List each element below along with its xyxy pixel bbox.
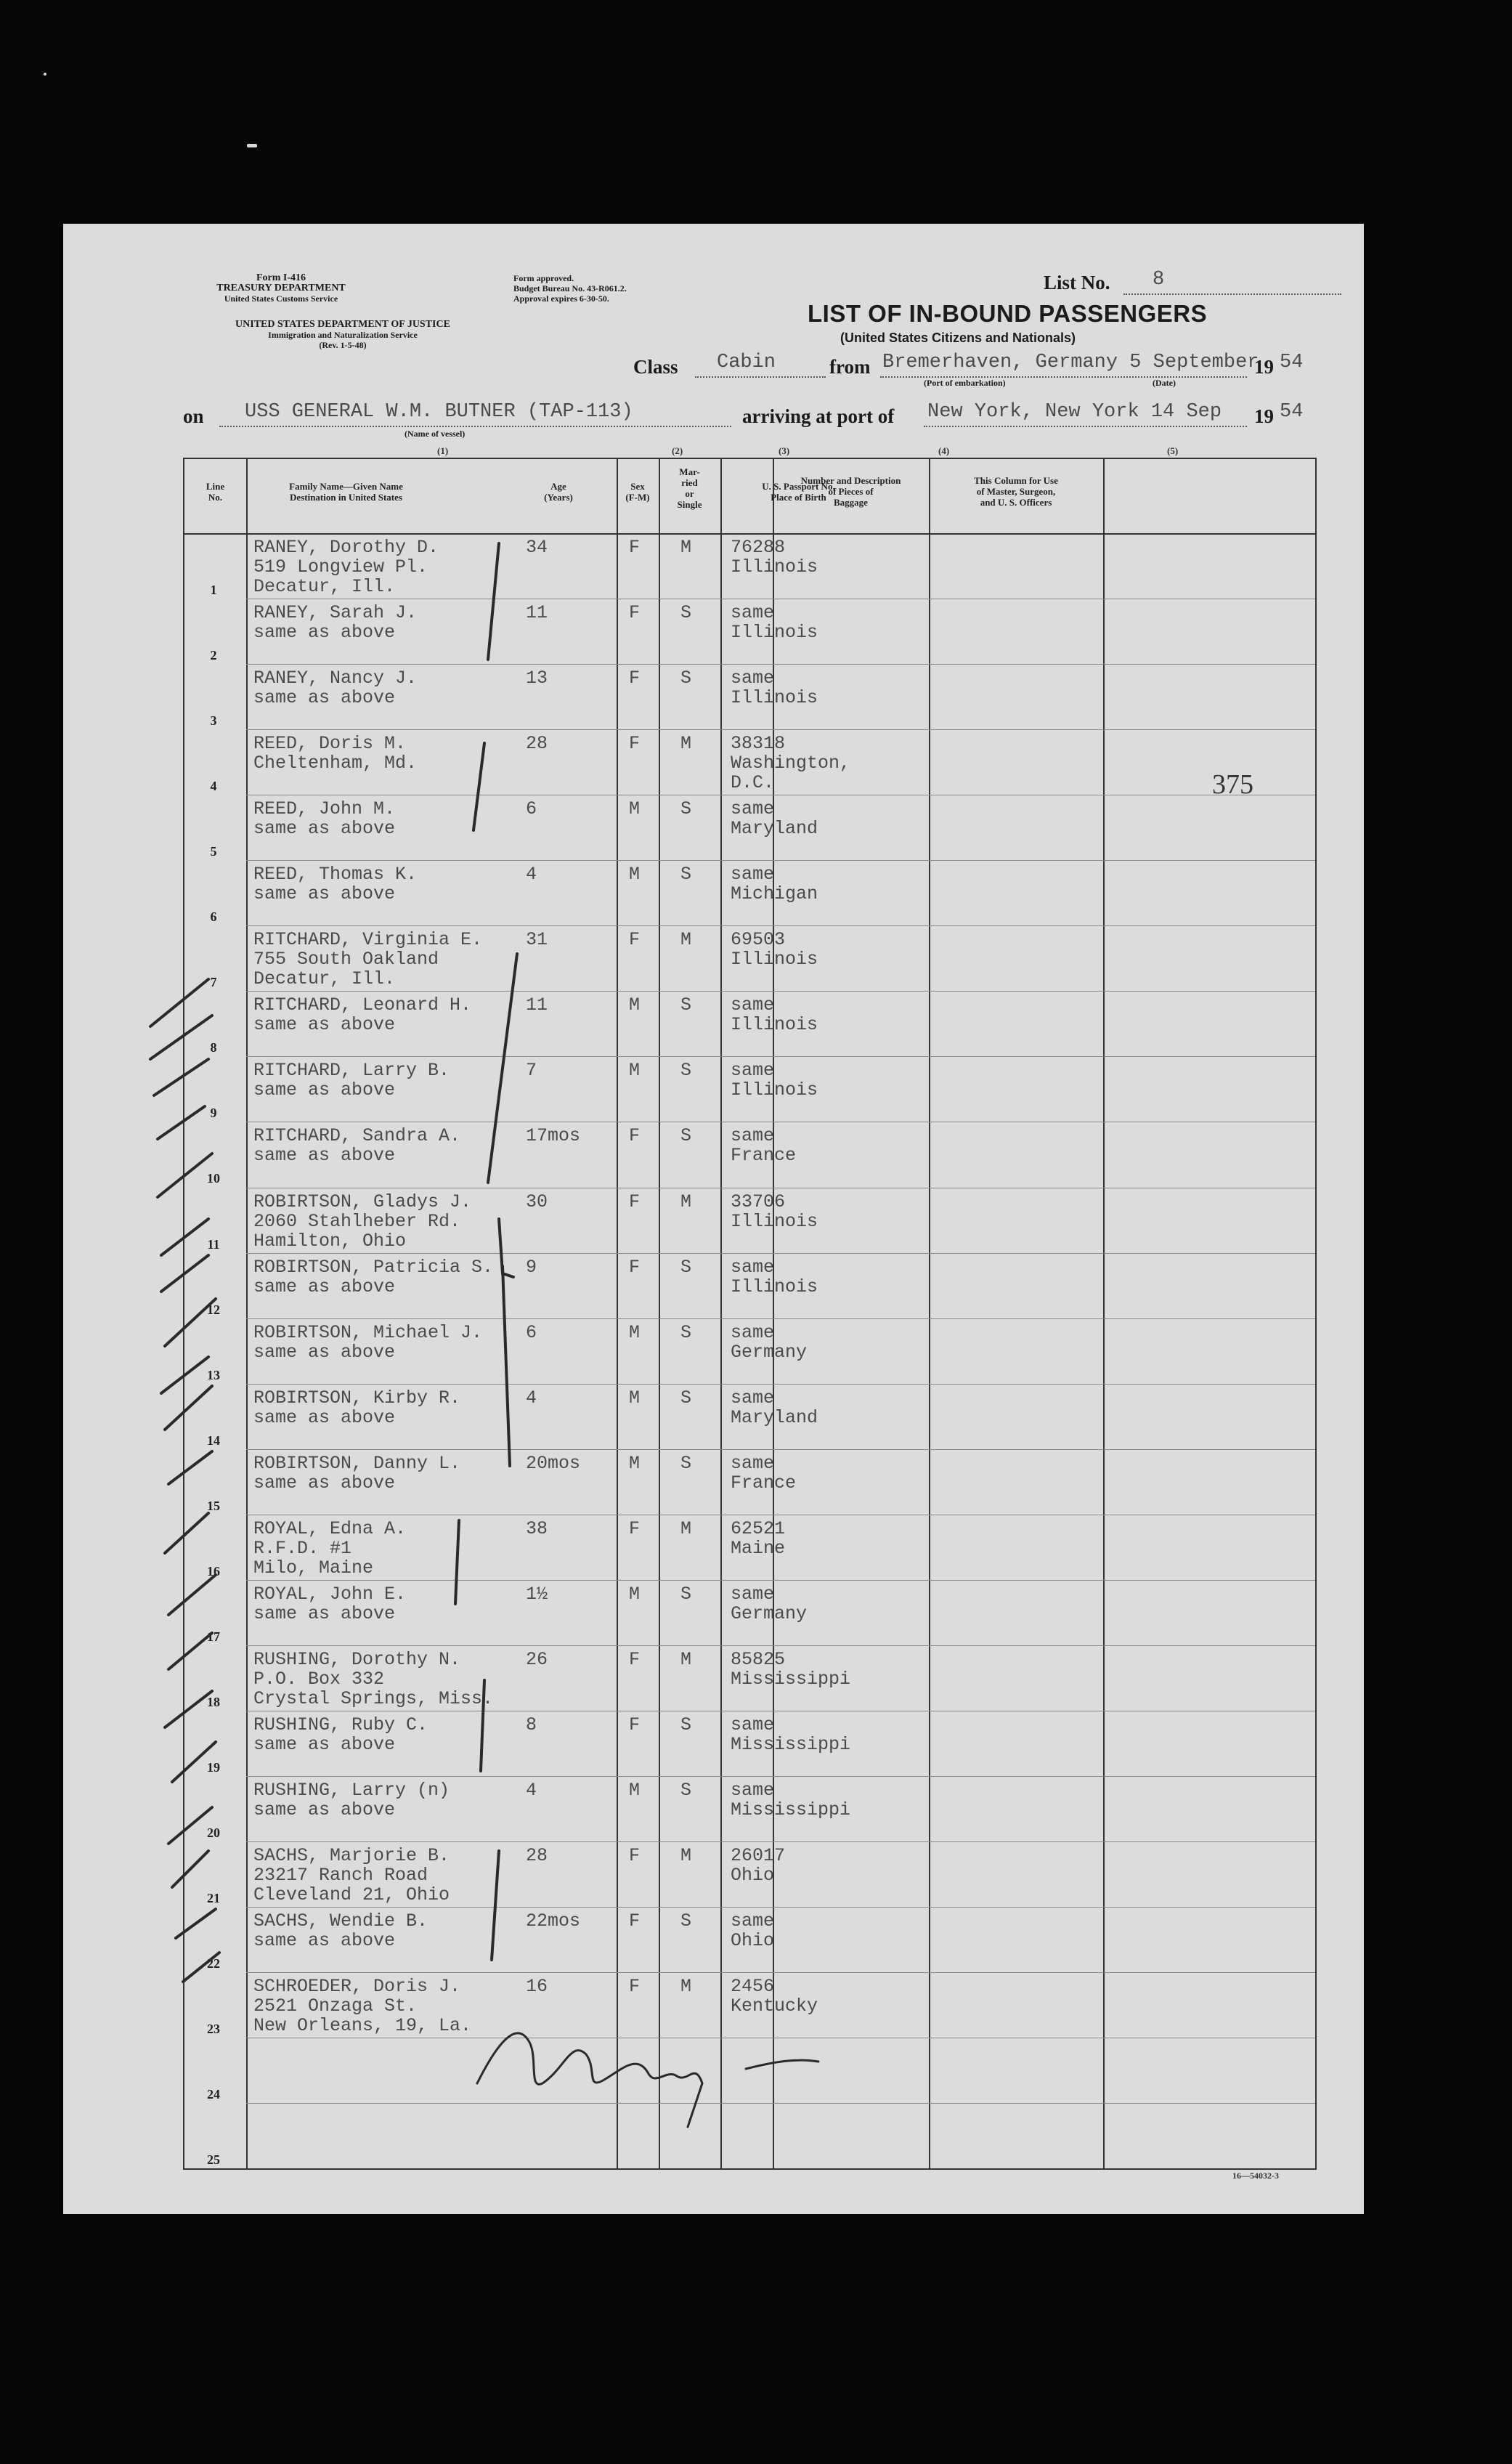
from-year-prefix: 19 (1254, 356, 1274, 378)
passenger-name: RITCHARD, Sandra A. (253, 1125, 461, 1147)
place-of-birth: Germany (731, 1602, 808, 1624)
passenger-age: 13 (526, 668, 548, 689)
marital-status: S (680, 1321, 692, 1343)
passport-number: 85825 (731, 1648, 786, 1670)
passenger-age: 11 (526, 602, 548, 624)
ditto-mark (473, 743, 484, 830)
passenger-name: RUSHING, Dorothy N. (253, 1648, 461, 1670)
passenger-name: RITCHARD, Virginia E. (253, 929, 483, 951)
passenger-age: 16 (526, 1976, 548, 1998)
passenger-sex: F (629, 1845, 641, 1866)
immigration-service: Immigration and Naturalization Service (268, 330, 418, 340)
passenger-destination: same as above (253, 687, 396, 709)
passenger-age: 31 (526, 929, 548, 951)
header-age: Age (Years) (544, 481, 573, 503)
margin-tick (161, 1357, 208, 1393)
passenger-name: RITCHARD, Leonard H. (253, 994, 472, 1016)
place-of-birth: Mississippi (731, 1799, 851, 1820)
signature (477, 2033, 818, 2127)
line-number: 15 (207, 1498, 220, 1513)
passport-number: same (731, 864, 775, 885)
passenger-name: RITCHARD, Larry B. (253, 1060, 450, 1082)
margin-tick (168, 1575, 216, 1615)
passenger-destination: same as above (253, 1341, 396, 1363)
passport-number: same (731, 1910, 775, 1932)
line-number: 5 (210, 844, 217, 859)
marital-status: M (680, 1648, 692, 1670)
passport-number: 69503 (731, 929, 786, 951)
passport-number: same (731, 1321, 775, 1343)
from-value: Bremerhaven, Germany 5 September (882, 352, 1259, 373)
line-number: 7 (210, 975, 217, 990)
margin-tick (168, 1807, 212, 1844)
line-number: 8 (210, 1040, 217, 1055)
passenger-age: 30 (526, 1191, 548, 1212)
place-of-birth: Illinois (731, 1210, 818, 1232)
passenger-sex: F (629, 602, 641, 624)
list-no-label: List No. (1044, 272, 1110, 293)
line-number: 12 (207, 1302, 220, 1317)
place-of-birth: Michigan (731, 883, 818, 905)
margin-tick (154, 1059, 208, 1095)
passenger-name: ROBIRTSON, Gladys J. (253, 1191, 472, 1212)
from-year: 54 (1280, 352, 1304, 373)
passenger-age: 17mos (526, 1125, 581, 1147)
passport-number: same (731, 668, 775, 689)
line-number: 3 (210, 713, 217, 729)
passenger-name: SACHS, Wendie B. (253, 1910, 428, 1932)
passport-number: 2456 (731, 1976, 775, 1998)
passport-number: same (731, 1779, 775, 1801)
ditto-mark (488, 954, 517, 1183)
place-of-birth: France (731, 1145, 797, 1167)
vessel-value: USS GENERAL W.M. BUTNER (TAP-113) (245, 401, 633, 423)
treasury-department: TREASURY DEPARTMENT (216, 283, 346, 293)
place-of-birth: Illinois (731, 1276, 818, 1297)
passenger-destination: same as above (253, 1014, 396, 1036)
passenger-age: 6 (526, 1321, 537, 1343)
passenger-age: 9 (526, 1256, 537, 1278)
place-of-birth: Illinois (731, 687, 818, 709)
margin-tick (183, 1953, 219, 1982)
margin-tick (165, 1513, 208, 1553)
margin-tick (161, 1255, 208, 1292)
header-sex: Sex (F-M) (625, 481, 650, 503)
document-sheet (63, 224, 1364, 2214)
passport-number: 76288 (731, 537, 786, 558)
place-of-birth: Illinois (731, 949, 818, 970)
passenger-destination: 2521 Onzaga St. New Orleans, 19, La. (253, 1995, 472, 2037)
arrival-value: New York, New York 14 Sep (927, 401, 1222, 423)
passenger-name: REED, Doris M. (253, 733, 407, 755)
passenger-name: ROBIRTSON, Kirby R. (253, 1387, 461, 1409)
margin-tick (165, 1691, 212, 1727)
ditto-mark (488, 543, 499, 660)
passenger-sex: F (629, 1256, 641, 1278)
list-no-value: 8 (1153, 269, 1165, 291)
passenger-destination: Cheltenham, Md. (253, 753, 418, 774)
header-line-no: Line No. (206, 481, 225, 503)
marital-status: M (680, 537, 692, 558)
passport-number: 33706 (731, 1191, 786, 1212)
passenger-sex: F (629, 1191, 641, 1212)
header-baggage: Number and Description of Pieces of Baggage (800, 475, 901, 508)
passenger-sex: F (629, 1517, 641, 1539)
passport-number: same (731, 1256, 775, 1278)
passenger-destination: same as above (253, 1079, 396, 1101)
line-number: 24 (207, 2087, 220, 2102)
passenger-name: RANEY, Sarah J. (253, 602, 418, 624)
passport-number: same (731, 1583, 775, 1605)
marital-status: S (680, 602, 692, 624)
place-of-birth: Ohio (731, 1865, 775, 1886)
header-passport: U. S. Passport No. Place of Birth (762, 481, 835, 503)
column-number-3: (3) (779, 445, 790, 456)
passenger-name: ROYAL, Edna A. (253, 1517, 407, 1539)
budget-bureau: Budget Bureau No. 43-R061.2. (513, 283, 627, 293)
place-of-birth: Illinois (731, 1014, 818, 1036)
margin-tick (150, 979, 208, 1026)
column-number-4: (4) (938, 445, 950, 456)
passenger-destination: same as above (253, 1145, 396, 1167)
passport-number: same (731, 602, 775, 624)
margin-tick (165, 1386, 212, 1430)
margin-tick (161, 1219, 208, 1255)
marital-status: S (680, 1256, 692, 1278)
marital-status: M (680, 1191, 692, 1212)
line-number: 22 (207, 1956, 220, 1971)
passenger-destination: 23217 Ranch Road Cleveland 21, Ohio (253, 1865, 450, 1905)
column-number-1: (1) (437, 445, 449, 456)
class-label: Class (633, 356, 678, 378)
marital-status: S (680, 1714, 692, 1735)
passport-number: same (731, 1714, 775, 1735)
dust-speck (44, 73, 46, 76)
embarkation-caption: (Port of embarkation) (924, 378, 1006, 388)
place-of-birth: Mississippi (731, 1668, 851, 1690)
passenger-age: 4 (526, 1779, 537, 1801)
line-number: 11 (207, 1236, 220, 1252)
passport-number: same (731, 1060, 775, 1082)
place-of-birth: France (731, 1472, 797, 1494)
line-number: 16 (207, 1563, 220, 1578)
margin-tick (176, 1909, 216, 1938)
passenger-age: 26 (526, 1648, 548, 1670)
marital-status: S (680, 1125, 692, 1147)
ditto-mark (492, 1851, 499, 1960)
passenger-destination: same as above (253, 1602, 396, 1624)
passenger-sex: M (629, 1060, 641, 1082)
marital-status: M (680, 929, 692, 951)
place-of-birth: Illinois (731, 1079, 818, 1101)
passenger-destination: 519 Longview Pl. Decatur, Ill. (253, 556, 428, 597)
form-approved: Form approved. (513, 273, 574, 283)
revision-date: (Rev. 1-5-48) (319, 340, 367, 350)
passenger-destination: same as above (253, 1799, 396, 1820)
passenger-sex: F (629, 537, 641, 558)
marital-status: S (680, 1452, 692, 1474)
passenger-name: ROBIRTSON, Patricia S. (253, 1256, 494, 1278)
marital-status: M (680, 1845, 692, 1866)
passenger-age: 34 (526, 537, 548, 558)
margin-tick (165, 1299, 216, 1346)
form-subtitle: (United States Citizens and Nationals) (840, 331, 1076, 345)
passenger-sex: F (629, 1648, 641, 1670)
passenger-age: 7 (526, 1060, 537, 1082)
passenger-name: RANEY, Nancy J. (253, 668, 418, 689)
ditto-mark (499, 1219, 513, 1277)
passenger-destination: same as above (253, 622, 396, 644)
passenger-sex: F (629, 1976, 641, 1998)
arrival-label: arriving at port of (742, 405, 895, 427)
passenger-name: REED, Thomas K. (253, 864, 418, 885)
column-number-5: (5) (1167, 445, 1179, 456)
passport-number: 62521 (731, 1517, 786, 1539)
passenger-destination: same as above (253, 1276, 396, 1297)
passenger-name: ROYAL, John E. (253, 1583, 407, 1605)
officer-number: 375 (1212, 769, 1253, 800)
line-number: 9 (210, 1106, 217, 1121)
line-number: 17 (207, 1629, 220, 1644)
passenger-sex: F (629, 1125, 641, 1147)
place-of-birth: Kentucky (731, 1995, 818, 2017)
passenger-sex: F (629, 929, 641, 951)
justice-department: UNITED STATES DEPARTMENT OF JUSTICE (235, 319, 450, 330)
passport-number: same (731, 798, 775, 820)
marital-status: S (680, 1060, 692, 1082)
marital-status: M (680, 1976, 692, 1998)
passenger-age: 20mos (526, 1452, 581, 1474)
margin-tick (150, 1016, 212, 1059)
place-of-birth: Germany (731, 1341, 808, 1363)
passport-number: same (731, 1125, 775, 1147)
line-number: 21 (207, 1891, 220, 1905)
passenger-age: 8 (526, 1714, 537, 1735)
passenger-name: RUSHING, Larry (n) (253, 1779, 450, 1801)
margin-tick (172, 1742, 216, 1782)
passenger-destination: same as above (253, 1930, 396, 1952)
handwriting-marks (63, 224, 1364, 2214)
place-of-birth: Maryland (731, 818, 818, 840)
place-of-birth: Ohio (731, 1930, 775, 1952)
line-number: 19 (207, 1759, 220, 1775)
ditto-mark (481, 1680, 484, 1771)
marital-status: S (680, 994, 692, 1016)
passenger-destination: same as above (253, 818, 396, 840)
passenger-sex: M (629, 994, 641, 1016)
form-number: Form I-416 (256, 272, 306, 283)
passenger-sex: M (629, 1387, 641, 1409)
passenger-name: SACHS, Marjorie B. (253, 1845, 450, 1866)
marital-status: S (680, 1779, 692, 1801)
passport-number: same (731, 1452, 775, 1474)
margin-tick (158, 1106, 205, 1139)
place-of-birth: Maine (731, 1537, 786, 1559)
passenger-name: RUSHING, Ruby C. (253, 1714, 428, 1735)
place-of-birth: Mississippi (731, 1733, 851, 1755)
passenger-age: 22mos (526, 1910, 581, 1932)
marital-status: M (680, 733, 692, 755)
marital-status: M (680, 1517, 692, 1539)
ditto-mark (503, 1266, 510, 1466)
form-title: LIST OF IN-BOUND PASSENGERS (808, 300, 1208, 327)
passenger-sex: M (629, 1452, 641, 1474)
passenger-sex: F (629, 733, 641, 755)
passenger-destination: R.F.D. #1 Milo, Maine (253, 1537, 374, 1578)
marital-status: S (680, 864, 692, 885)
footer-code: 16—54032-3 (1232, 2171, 1279, 2181)
vessel-label: on (183, 405, 204, 427)
passenger-name: RANEY, Dorothy D. (253, 537, 439, 558)
place-of-birth: Maryland (731, 1406, 818, 1428)
date-caption: (Date) (1153, 378, 1176, 388)
passenger-destination: same as above (253, 1472, 396, 1494)
marital-status: S (680, 1387, 692, 1409)
passenger-destination: same as above (253, 1733, 396, 1755)
marital-status: S (680, 668, 692, 689)
passenger-sex: M (629, 798, 641, 820)
line-number: 10 (207, 1171, 220, 1186)
passenger-destination: 755 South Oakland Decatur, Ill. (253, 949, 439, 990)
margin-tick (168, 1451, 212, 1484)
passenger-destination: same as above (253, 1406, 396, 1428)
passenger-destination: 2060 Stahlheber Rd. Hamilton, Ohio (253, 1210, 461, 1252)
margin-tick (172, 1851, 208, 1887)
passenger-sex: F (629, 1910, 641, 1932)
place-of-birth: Washington, D.C. (731, 753, 851, 794)
passenger-name: SCHROEDER, Doris J. (253, 1976, 461, 1998)
place-of-birth: Illinois (731, 556, 818, 578)
passenger-age: 4 (526, 1387, 537, 1409)
passenger-age: 6 (526, 798, 537, 820)
passenger-age: 1½ (526, 1583, 548, 1605)
passenger-age: 38 (526, 1517, 548, 1539)
line-number: 1 (210, 583, 217, 597)
line-number: 23 (207, 2022, 220, 2037)
class-value: Cabin (717, 352, 776, 373)
passenger-sex: F (629, 668, 641, 689)
passenger-name: REED, John M. (253, 798, 396, 820)
line-number: 2 (210, 648, 217, 663)
passenger-destination: same as above (253, 883, 396, 905)
header-marital: Mar- ried or Single (677, 466, 702, 510)
column-number-2: (2) (672, 445, 683, 456)
passenger-sex: M (629, 864, 641, 885)
line-number: 13 (207, 1367, 220, 1382)
margin-tick (158, 1154, 212, 1197)
passenger-sex: M (629, 1321, 641, 1343)
line-number: 18 (207, 1694, 220, 1709)
passenger-age: 28 (526, 733, 548, 755)
arrival-year: 54 (1280, 401, 1304, 423)
passenger-name: ROBIRTSON, Michael J. (253, 1321, 483, 1343)
from-label: from (829, 356, 871, 378)
marital-status: S (680, 1910, 692, 1932)
passenger-age: 4 (526, 864, 537, 885)
line-number: 6 (210, 909, 217, 925)
line-number: 25 (207, 2152, 220, 2168)
ditto-mark (455, 1520, 459, 1604)
margin-tick (168, 1633, 212, 1669)
dust-speck (247, 144, 257, 147)
line-number: 14 (207, 1432, 220, 1448)
header-name: Family Name—Given Name Destination in United States (289, 481, 403, 503)
passport-number: 38318 (731, 733, 786, 755)
passenger-age: 28 (526, 1845, 548, 1866)
approval-expires: Approval expires 6-30-50. (513, 293, 609, 304)
passport-number: same (731, 1387, 775, 1409)
place-of-birth: Illinois (731, 622, 818, 644)
line-number: 4 (210, 779, 217, 794)
passport-number: 26017 (731, 1845, 786, 1866)
arrival-year-prefix: 19 (1254, 405, 1274, 427)
marital-status: S (680, 1583, 692, 1605)
passenger-destination: P.O. Box 332 Crystal Springs, Miss. (253, 1668, 494, 1709)
passenger-age: 11 (526, 994, 548, 1016)
passenger-sex: M (629, 1779, 641, 1801)
passport-number: same (731, 994, 775, 1016)
marital-status: S (680, 798, 692, 820)
header-officers: This Column for Use of Master, Surgeon, and U. S. Officers (974, 475, 1058, 508)
passenger-name: ROBIRTSON, Danny L. (253, 1452, 461, 1474)
line-number: 20 (207, 1825, 220, 1840)
vessel-caption: (Name of vessel) (405, 429, 466, 439)
passenger-sex: M (629, 1583, 641, 1605)
passenger-sex: F (629, 1714, 641, 1735)
customs-service: United States Customs Service (224, 293, 338, 304)
